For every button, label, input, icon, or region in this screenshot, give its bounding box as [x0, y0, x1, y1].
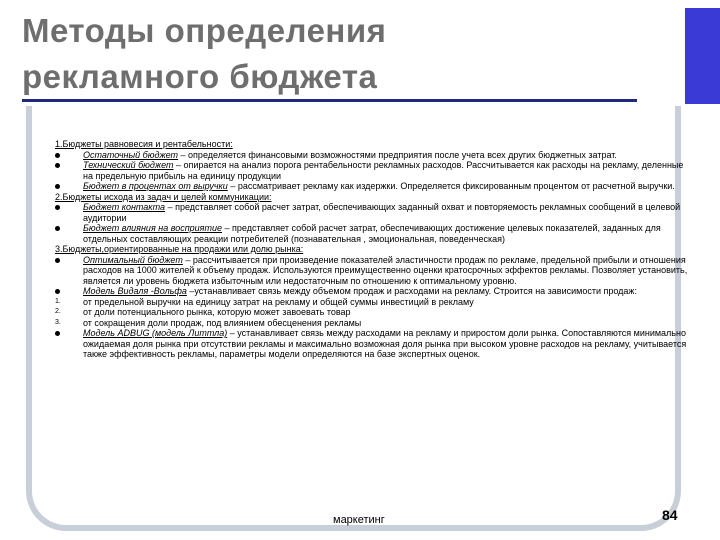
title-underline: [22, 99, 637, 102]
list-item: [55, 223, 695, 244]
list-item: [55, 181, 695, 192]
item-term: Модель ADBUG (модель Литтла): [83, 328, 228, 338]
item-number: 2.: [55, 308, 61, 315]
list-item: [55, 150, 695, 161]
item-text: от сокращения доли продаж, под влиянием обесценения рекламы: [83, 317, 362, 328]
section-heading-3: 3.Бюджеты,ориентированные на продажи или долю рынка:: [55, 244, 304, 254]
page-number: 84: [662, 507, 678, 523]
item-text: от предельной выручки на единицу затрат на рекламу и общей суммы инвестиций в рекламу: [83, 296, 474, 307]
item-term: Бюджет в процентах от выручки: [83, 181, 228, 191]
bullet-icon: [55, 205, 60, 210]
item-term: Остаточный бюджет: [83, 149, 179, 160]
list-item: [55, 255, 695, 287]
title-line-2: рекламного бюджета: [22, 58, 378, 95]
item-number: 3.: [55, 318, 61, 326]
bullet-icon: [55, 258, 60, 263]
item-term: Модель Видаля -Вольфа: [83, 286, 187, 296]
list-item: [55, 202, 695, 223]
footer-label: маркетинг: [333, 514, 385, 526]
list-item: [55, 286, 695, 297]
section-heading-2: 2.Бюджеты исхода из задач и целей коммуникации:: [55, 191, 272, 202]
item-text: – опирается на анализ порога рентабельности рекламных расходов. Рассчитывается как расходы на рекламу, деленные на предельную прибыль на единицу продукции: [83, 160, 684, 181]
item-term: Бюджет влияния на восприятие: [83, 223, 222, 233]
item-text: –устанавливает связь между объемом продаж и расходами на рекламу. Строится на зависимости продаж:: [186, 286, 637, 296]
accent-bar: [685, 8, 720, 104]
bullet-icon: [55, 289, 60, 294]
list-item: [55, 160, 695, 181]
bullet-icon: [55, 331, 60, 336]
section-heading-1: 1.Бюджеты равновесия и рентабельности:: [55, 139, 233, 149]
numbered-item: [55, 307, 695, 318]
slide-body: [55, 139, 695, 360]
bullet-icon: [55, 184, 60, 189]
slide-title: [22, 8, 672, 100]
item-term: Бюджет контакта: [83, 202, 166, 212]
item-text: – представляет собой расчет затрат, обеспечивающих заданный охват и повторяемость рекламных сообщений в целевой аудитории: [83, 202, 681, 223]
item-text: – определяется финансовыми возможностями предприятия после учета всех других бюджетных затрат.: [178, 149, 617, 160]
item-text: от доли потенциального рынка, которую может завоевать товар: [83, 307, 351, 317]
list-item: [55, 328, 695, 360]
item-number: 1.: [55, 297, 61, 305]
bullet-icon: [55, 226, 60, 231]
title-line-1: Методы определения: [22, 12, 387, 49]
numbered-item: [55, 318, 695, 329]
item-text: – рассчитывается при произведение показателей эластичности продаж по рекламе, предельной прибыли и отношения расходов на 1000 жителей к объему продаж. Используются преимущественно оценки кратосрочных эффектов рекламы. Позволяет установить, является ли уровень бюджета избыточным или недостаточным по отношению к оптимальному уровню.: [83, 254, 688, 286]
item-text: – устанавливает связь между расходами на рекламу и приростом доли рынка. Сопоставляются минимально ожидаемая доля рынка при отсутствии рекламы и максимально возможная доля рынка при высоком уровне расходов на рекламу, учитывается также эффективность рекламы, параметры модели определяются на базе экспертных оценок.: [83, 328, 687, 359]
item-text: – представляет собой расчет затрат, обеспечивающих достижение целевых показателей, заданных для отдельных составляющих реакции потребителей (познавательная , эмоциональная, поведенческая): [83, 223, 661, 244]
item-text: – рассматривает рекламу как издержки. Определяется фиксированным процентом от расчетной выручки.: [227, 181, 675, 191]
item-term: Технический бюджет: [83, 160, 174, 170]
bullet-icon: [55, 153, 60, 158]
bullet-icon: [55, 163, 60, 168]
item-term: Оптимальный бюджет: [83, 254, 183, 265]
numbered-item: [55, 297, 695, 308]
